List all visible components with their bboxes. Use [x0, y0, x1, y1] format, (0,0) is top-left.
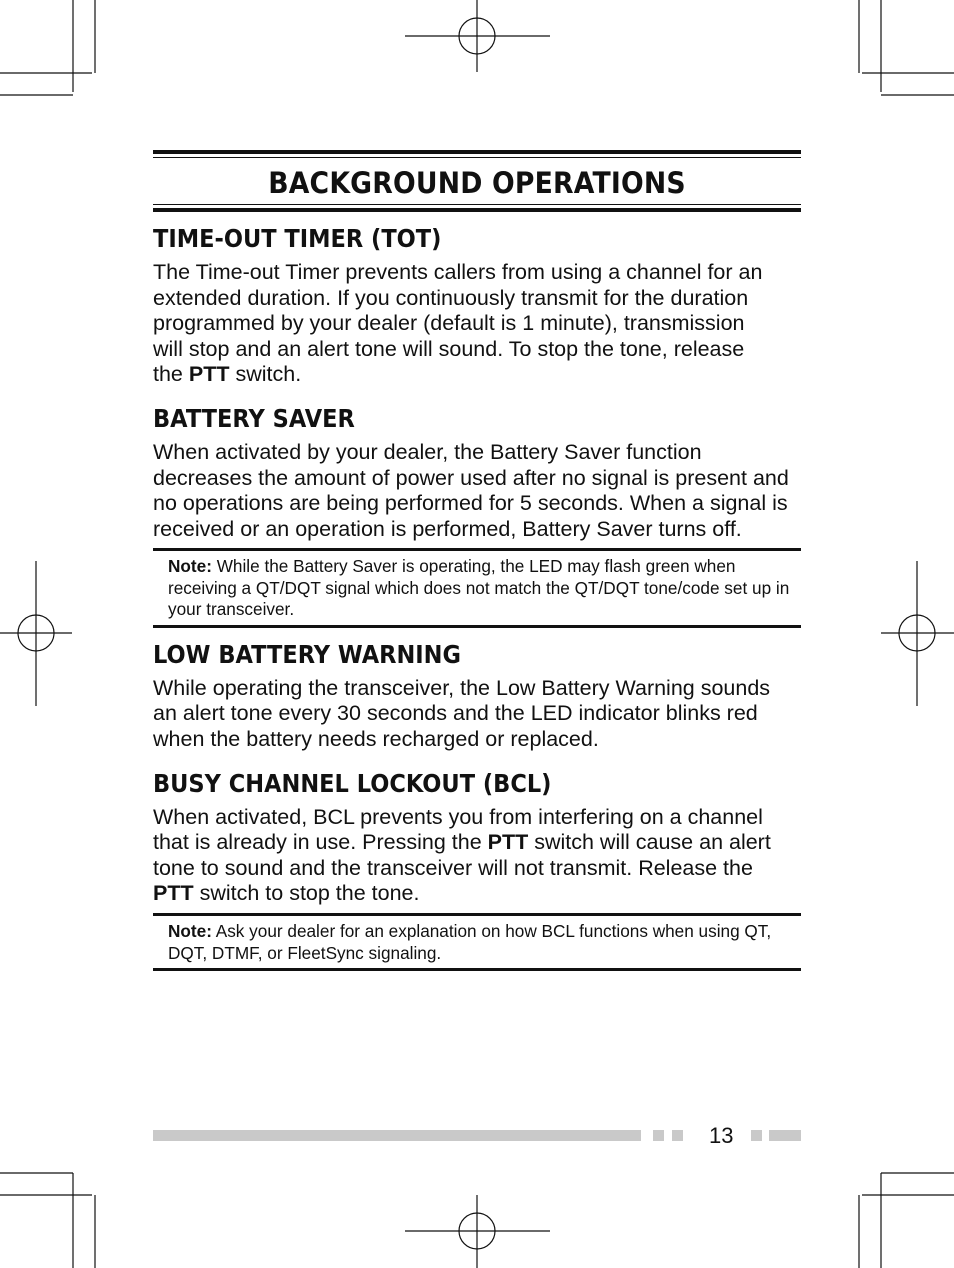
page-footer: [153, 1125, 801, 1147]
title-rule-top-thin: [153, 157, 801, 158]
note-label: Note:: [168, 921, 212, 941]
note-label: Note:: [168, 556, 212, 577]
footer-square: [653, 1130, 664, 1141]
title-rule-top: [153, 150, 801, 154]
page-title: BACKGROUND OPERATIONS: [268, 166, 686, 200]
page-number: 13: [709, 1123, 734, 1148]
footer-square: [751, 1130, 762, 1141]
note-bcl: Note: Ask your dealer for an explanation on how BCL functions when using QT, DQT, DTMF, or FleetSync signaling.: [153, 913, 801, 971]
note-battery-saver: Note: While the Battery Saver is operating, the LED may flash green when receiving a QT/DQT signal which does not match the QT/DQT tone/code set up in your transceiver.: [153, 548, 801, 628]
title-rule-bottom-thin: [153, 204, 801, 205]
title-rule-bottom: [153, 208, 801, 212]
section-heading-low-battery: LOW BATTERY WARNING: [153, 639, 461, 669]
footer-bar-right: [769, 1130, 801, 1141]
section-body-battery-saver: When activated by your dealer, the Battery Saver function decreases the amount of power used after no signal is present and no operations are being performed for 5 seconds. When a signal is received or an operation is performed, Battery Saver turns off.: [153, 439, 789, 541]
section-body-low-battery: While operating the transceiver, the Low Battery Warning sounds an alert tone every 30 seconds and the LED indicator blinks red when the battery needs recharged or replaced.: [153, 675, 771, 752]
section-heading-bcl: BUSY CHANNEL LOCKOUT (BCL): [153, 768, 552, 798]
page-content: [153, 150, 801, 971]
footer-square: [672, 1130, 683, 1141]
footer-bar-left: [153, 1130, 641, 1141]
section-heading-battery-saver: BATTERY SAVER: [153, 403, 355, 433]
section-body-bcl: When activated, BCL prevents you from interfering on a channel that is already in use. Pressing the PTT switch will cause an alert tone to sound and the transceiver will not transmit. Release the PTT switch to stop the tone.: [153, 804, 771, 906]
section-heading-tot: TIME-OUT TIMER (TOT): [153, 224, 442, 253]
section-body-tot: The Time-out Timer prevents callers from using a channel for an extended duration. If you continuously transmit for the duration programmed by your dealer (default is 1 minute), transmission will stop and an alert tone will sound. To stop the tone, release the PTT switch.: [153, 260, 763, 387]
